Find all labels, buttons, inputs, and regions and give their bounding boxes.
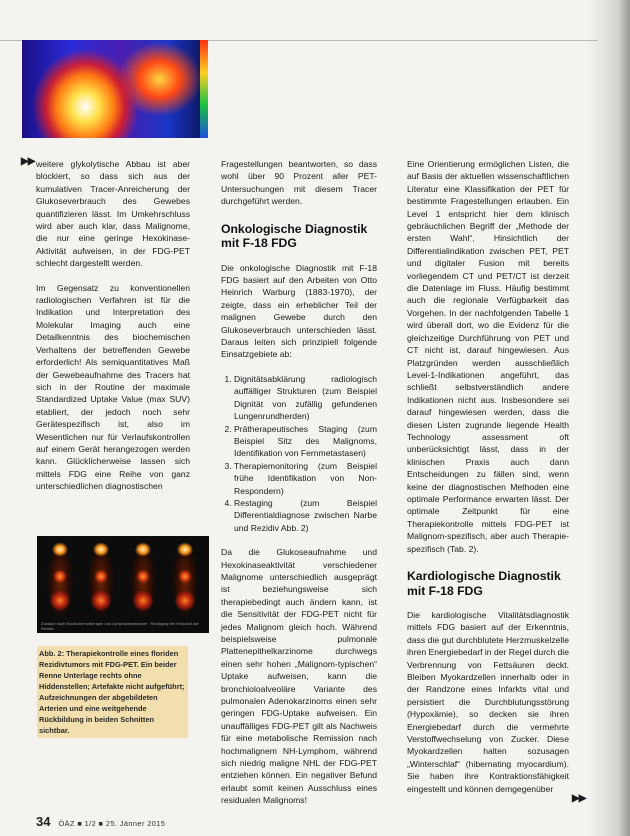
text-column-1 [36,158,190,505]
text-column-2 [221,158,377,819]
figure-caption: Abb. 2: Therapiekontrolle eines floriden Rezidivtumors mit FDG-PET. Ein beider Renne Unterlage rechts ohne Hiddenstellen; Artefakte nicht aufgeführt; Aufzeichnungen der abgebildeten Arterien und eine weitgehende Rückbildung in beiden Schnitten sichtbar. [37,646,188,738]
page-binding-shadow [588,0,630,836]
figure-inner-caption: Zustand nach Radiochemotherapie und Lymphadenektomie · Restaging bei Verdacht auf Rezidiv [41,621,199,631]
indication-list [221,373,377,534]
section-heading: Kardiologische Diagnostik mit F-18 FDG [407,569,561,598]
paragraph: Die kardiologische Vitalitätsdiagnostik mittels FDG basiert auf der Erkenntnis, dass die gut durchblutete Herzmuskelzelle ihren Energiebedarf in der Regel durch die Verbrennung von Fettsäuren deckt. Bleiben Myokardzellen innerhalb oder in der Randzone eines Infarkts vital und persistiert die Durchblutungsstörung (Hypoxämie), so decken sie ihren Energiebedarf durch die vermehrte Verstoffwechselung von Zucker. Diese Myokardzellen halten sozusagen „Winterschlaf“ (hibernating myocardium). Sie haben ihre Kontraktionsfähigkeit eingestellt und können demgegenüber [407,610,569,794]
list-item: 1. Dignitätsabklärung radiologisch auffälliger Strukturen (zum Beispiel Dignität von zufällig gefundenen Lungenrundherden) [234,373,377,423]
pet-scan-image [43,542,77,617]
text-column-3 [407,158,569,807]
paragraph: Da die Glukoseaufnahme und Hexokinaseaktivität verschiedener Malignome unterschiedlich ausgeprägt ist beziehungsweise sich therapiebedingt auch ändern kann, ist die Sensitivität der FDG-PET nicht für jedes Malignom gleich hoch. Während beispielsweise pulmonale Plattenepithelkarzinome durchwegs einen sehr hohen „Malignom-typischen“ Uptake aufweisen, kann die bronchioloalveoläre Variante des pulmonalen Adenokarzinoms einen sehr geringen FDG-Uptake aufweisen. Ein unauffälliges FDG-PET gilt als Nachweis für eine metabolische Remission nach hochmalignem NH-Lymphom, während sich niedrig maligne NHL der FDG-PET entziehen können. Ein negativer Befund erlaubt somit keinen Ausschluss eines residualen Malignoms! [221,547,377,806]
section-heading: Onkologische Diagnostik mit F-18 FDG [221,221,368,251]
paragraph: Eine Orientierung ermöglichen Listen, die auf Basis der aktuellen wissenschaftlichen Literatur eine Klassifikation der PET für bestimmte Fragestellungen erlauben. Ein Level 1 entspricht hier dem klinisch gebräuchlichen Begriff der „Methode der ersten Wahl“. Hinsichtlich der Differentialindikation zwischen PET, PET und digitaler Fusion mit bereits vorliegendem CT und PET/CT ist derzeit die Datenlage im Fluss. Häufig bestimmt auch die regionale Verfügbarkeit das Vorgehen. In der nachfolgenden Tabelle 1 wird überall dort, wo die Evidenz für die gleichzeitige Durchführung von PET und CT nicht ist, darauf hingewiesen. Aus Platzgründen werden ausschließlich Level-1-Indikationen angeführt, das schließt selbstverständlich andere Indikationen nicht aus. Insbesondere sei darauf hingewiesen werden, dass die diesen Listen zugrunde liegende Health Technology assessment oft unberücksichtigt lässt, dass in der klinischen Praxis auch dann Entscheidungen zu fällen sind, wenn keine der diagnostischen Methoden eine optimale Performance erwarten lässt. Der optimale Zeitpunkt für eine Therapiekontrolle mittels FDG-PET ist Malignom-spezifisch, aber auch Therapie-spezifisch (Tab. 2). [407,159,569,554]
continuation-arrow-icon: ▶▶ [21,156,35,167]
thermal-image [22,40,208,138]
pet-scan-image [168,542,202,617]
paragraph: Die onkologische Diagnostik mit F-18 FDG basiert auf den Arbeiten von Otto Heinrich Warburg (1883-1970), der zeigte, dass ein erheblicher Teil der malignen Gewebe durch den Glukoseverbrauch unterschieden lässt. Daraus leiten sich prinzipiell folgende Einsatzgebiete ab: [221,262,377,360]
pet-scan-image [84,542,118,617]
pet-scan-figure [37,536,209,633]
page-footer [36,814,165,829]
page-number: 34 [36,814,51,829]
thermal-color-scale [200,40,208,138]
pet-scan-image [126,542,160,617]
list-item: 2. Prätherapeutisches Staging (zum Beispiel Sitz des Malignoms, Identifikation von Fernmetastasen) [234,423,377,460]
list-item: 4. Restaging (zum Beispiel Differentialdiagnose zwischen Narbe und Rezidiv Abb. 2) [234,497,377,534]
paragraph: Im Gegensatz zu konventionellen radiologischen Verfahren ist für die Indikation und Interpretation des Molekular Imaging auch eine Detailkenntnis des biochemischen Verhaltens der betreffenden Gewebe erforderlich! Als semiquantitatives Maß der Gewebeaufnahme des Tracers hat sich in der Routine der maximale Standardized Uptake Value (max SUV) etabliert, der jedoch noch sehr Gerätespezifisch ist, also im Wesentlichen nur für Verlaufskontrollen auf einem Gerät herangezogen werden kann. Glücklicherweise lassen sich mittels FDG eine Reihe von ganz unterschiedlichen diagnostischen [36,282,190,492]
continuation-arrow-icon: ▶▶ [572,793,586,804]
issue-info: ÖÄZ ■ 1/2 ■ 25. Jänner 2015 [58,819,166,828]
list-item: 3. Therapiemonitoring (zum Beispiel frühe Identifikation von Non-Respondern) [234,460,377,497]
paragraph: weitere glykolytische Abbau ist aber blockiert, so dass sich aus der kumulativen Tracer-Anreicherung der Glukoseverbrauch des Gewebes quantifizieren lässt. Im Umkehrschluss wird aber auch klar, dass Malignome, die nur eine geringe Hexokinase-Aktivität aufweisen, in der FDG-PET schlecht dargestellt werden. [36,159,190,269]
paragraph: Fragestellungen beantworten, so dass wohl über 90 Prozent aller PET-Untersuchungen mit diesem Tracer durchgeführt werden. [221,159,377,207]
